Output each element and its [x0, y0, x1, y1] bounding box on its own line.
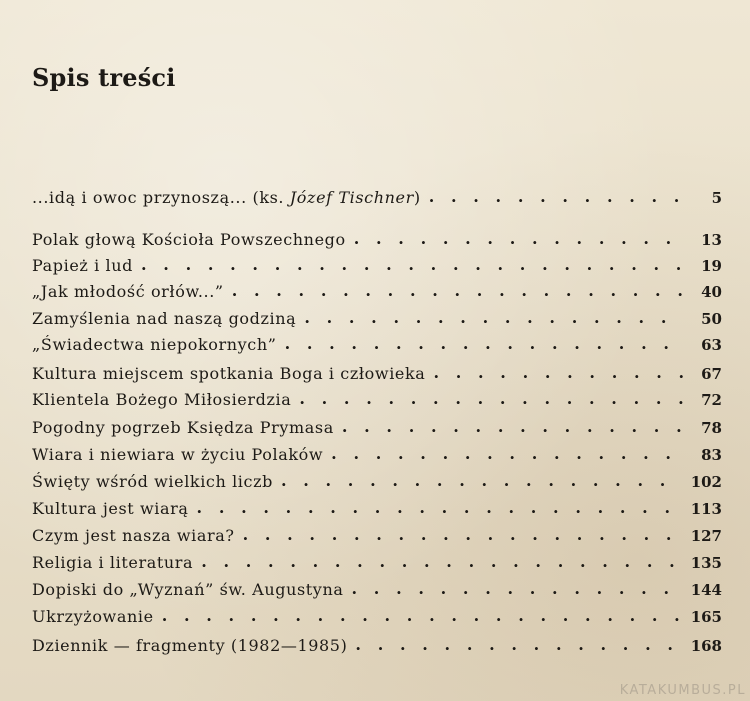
toc-entry-title: Polak głową Kościoła Powszechnego: [32, 230, 346, 249]
toc-entry-page: 78: [701, 419, 722, 437]
dot-leader: [299, 387, 684, 411]
toc-entry-page: 50: [701, 310, 722, 328]
dot-leader: [304, 306, 684, 330]
toc-entry-title: Wiara i niewiara w życiu Polaków: [32, 445, 324, 464]
dot-leader: [281, 469, 681, 493]
page-title: Spis treści: [32, 63, 176, 93]
toc-entry-title: „Świadectwa niepokornych”: [32, 335, 277, 354]
dot-leader: [285, 332, 684, 356]
toc-entry: [32, 280, 722, 304]
dot-leader: [243, 523, 681, 547]
toc-entry-title: Pogodny pogrzeb Księdza Prymasa: [32, 418, 334, 437]
toc-entry: [32, 524, 722, 548]
toc-entry-page: 113: [690, 500, 722, 518]
toc-entry-title: Czym jest nasza wiara?: [32, 526, 235, 545]
toc-entry: [32, 497, 722, 521]
toc-entry-author: Józef Tischner: [289, 188, 414, 207]
toc-entry-page: 40: [701, 283, 722, 301]
toc-entry-page: 5: [711, 189, 722, 207]
toc-entry-title: Kultura jest wiarą: [32, 499, 189, 518]
dot-leader: [354, 227, 684, 251]
toc-entry: [32, 228, 722, 252]
toc-entry: [32, 416, 722, 440]
toc-entry: [32, 254, 722, 278]
toc-entry-title: Klientela Bożego Miłosierdzia: [32, 390, 292, 409]
dot-leader: [342, 415, 684, 439]
toc-entry-page: 67: [701, 365, 722, 383]
toc-entry-page: 19: [701, 257, 722, 275]
dot-leader: [331, 442, 684, 466]
dot-leader: [162, 604, 681, 628]
toc-entry-page: 127: [690, 527, 722, 545]
dot-leader: [197, 496, 681, 520]
toc-entry-title: Kultura miejscem spotkania Boga i człowieka: [32, 364, 426, 383]
dot-leader: [352, 577, 681, 601]
toc-entry-title: Dziennik — fragmenty (1982—1985): [32, 636, 348, 655]
toc-entry: [32, 470, 722, 494]
dot-leader: [429, 185, 684, 209]
toc-entry-page: 72: [701, 391, 722, 409]
toc-entry-intro: [32, 186, 722, 210]
toc-entry: [32, 333, 722, 357]
toc-entry: [32, 362, 722, 386]
toc-entry-title: Święty wśród wielkich liczb: [32, 472, 273, 491]
dot-leader: [141, 253, 684, 277]
toc-entry: [32, 578, 722, 602]
toc-entry-page: 83: [701, 446, 722, 464]
toc-entry-page: 168: [690, 637, 722, 655]
toc-entry-page: 165: [690, 608, 722, 626]
toc-entry-title: Religia i literatura: [32, 553, 194, 572]
toc-entry-page: 135: [690, 554, 722, 572]
dot-leader: [433, 361, 684, 385]
toc-entry-title: Ukrzyżowanie: [32, 607, 154, 626]
toc-entry-page: 13: [701, 231, 722, 249]
toc-entry-title: Dopiski do „Wyznań” św. Augustyna: [32, 580, 344, 599]
toc-entry: [32, 388, 722, 412]
toc-entry-title: Zamyślenia nad naszą godziną: [32, 309, 297, 328]
dot-leader: [201, 550, 681, 574]
dot-leader: [232, 279, 684, 303]
toc-entry: [32, 307, 722, 331]
toc-entry-page: 102: [690, 473, 722, 491]
watermark: KATAKUMBUS.PL: [619, 683, 746, 698]
toc-entry-text-before: ...idą i owoc przynoszą... (ks.: [32, 188, 290, 207]
toc-entry: [32, 634, 722, 658]
dot-leader: [355, 633, 680, 657]
toc-entry-text-after: ): [413, 188, 421, 207]
toc-entry: [32, 551, 722, 575]
toc-entry-title: „Jak młodość orłów...”: [32, 282, 224, 301]
toc-entry-page: 144: [690, 581, 722, 599]
toc-entry-title: Papież i lud: [32, 256, 133, 275]
toc-entry-page: 63: [701, 336, 722, 354]
toc-entry: [32, 605, 722, 629]
toc-entry: [32, 443, 722, 467]
toc-entry-title: [32, 186, 421, 210]
